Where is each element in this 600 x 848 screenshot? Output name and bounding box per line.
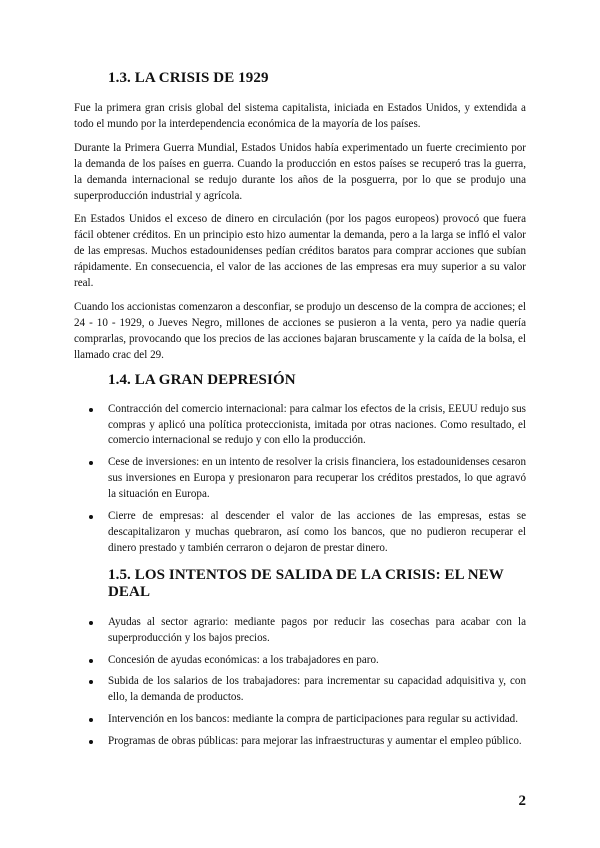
paragraph: Fue la primera gran crisis global del sistema capitalista, iniciada en Estados Unidos, y extendida a todo el mundo por la interdependencia económica de la mayoría de los países. <box>74 102 526 130</box>
list-item-text: Contracción del comercio internacional: para calmar los efectos de la crisis, EEUU redujo sus compras y aplicó una política proteccionista, imitada por otras naciones. Como resultado, el comercio internacional se redujo y con ello la producción. <box>108 402 526 447</box>
bullet-icon <box>89 408 93 412</box>
list-item-text: Cese de inversiones: en un intento de resolver la crisis financiera, los estadounidenses cesaron sus inversiones en Europa y presionaron para recuperar los créditos prestados, lo que agravó la situación en Europa. <box>108 456 526 501</box>
list-item <box>74 712 526 728</box>
list-item-text: Ayudas al sector agrario: mediante pagos por reducir las cosechas para acabar con la superproducción y los bajos precios. <box>108 615 526 644</box>
bullet-icon <box>89 461 93 465</box>
section-title-new-deal: 1.5. LOS INTENTOS DE SALIDA DE LA CRISIS: EL NEW DEAL <box>108 566 504 600</box>
list-item-text: Cierre de empresas: al descender el valor de las acciones de las empresas, estas se descapitalizaron y muchas quebraron, así como los bancos, que no pudieron recuperar el dinero prestado y también cerraron o dejaron de prestar dinero. <box>108 510 526 554</box>
section-title-gran-depresion: 1.4. LA GRAN DEPRESIÓN <box>108 371 296 388</box>
list-item-text: Programas de obras públicas: para mejorar las infraestructuras y aumentar el empleo público. <box>108 735 522 748</box>
list-item <box>74 734 526 750</box>
list-item <box>74 653 526 669</box>
list-item <box>74 674 526 706</box>
bullet-list-depresion <box>74 402 526 557</box>
bullet-list-new-deal <box>74 615 526 750</box>
bullet-icon <box>89 680 93 684</box>
list-item-text: Concesión de ayudas económicas: a los trabajadores en paro. <box>108 653 379 666</box>
bullet-icon <box>89 659 93 663</box>
bullet-icon <box>89 515 93 519</box>
paragraph: Durante la Primera Guerra Mundial, Estados Unidos había experimentado un fuerte crecimiento por la demanda de los países en guerra. Cuando la producción en estos países se recuperó tras la guerra, la demanda internacional se redujo durante los años de la posguerra, por lo que se produjo una superproducción industrial y agrícola. <box>74 141 526 202</box>
list-item-text: Subida de los salarios de los trabajadores: para incrementar su capacidad adquisitiva y, con ello, la demanda de productos. <box>108 675 526 704</box>
bullet-icon <box>89 621 93 625</box>
bullet-icon <box>89 740 93 744</box>
paragraph: Cuando los accionistas comenzaron a desconfiar, se produjo un descenso de la compra de acciones; el 24 - 10 - 1929, o Jueves Negro, millones de acciones se pusieron a la venta, pero ya nadie quería comprarlas, provocando que los precios de las acciones bajaran bruscamente y la caída de la bolsa, el llamado crac del 29. <box>74 300 526 361</box>
list-item <box>74 615 526 647</box>
list-item <box>74 509 526 557</box>
list-item-text: Intervención en los bancos: mediante la compra de participaciones para regular su actividad. <box>108 713 518 726</box>
list-item <box>74 455 526 503</box>
list-item <box>74 402 526 450</box>
page-number: 2 <box>518 793 526 809</box>
paragraph: En Estados Unidos el exceso de dinero en circulación (por los pagos europeos) provocó que fuera fácil obtener créditos. En un principio esto hizo aumentar la demanda, pero a la larga se infló el valor de las empresas. Muchos estadounidenses pedían créditos baratos para comprar acciones que subían rápidamente. En consecuencia, el valor de las acciones de las empresas era muy superior a su valor real. <box>74 213 526 290</box>
bullet-icon <box>89 718 93 722</box>
section-title-crisis-1929: 1.3. LA CRISIS DE 1929 <box>108 70 269 86</box>
